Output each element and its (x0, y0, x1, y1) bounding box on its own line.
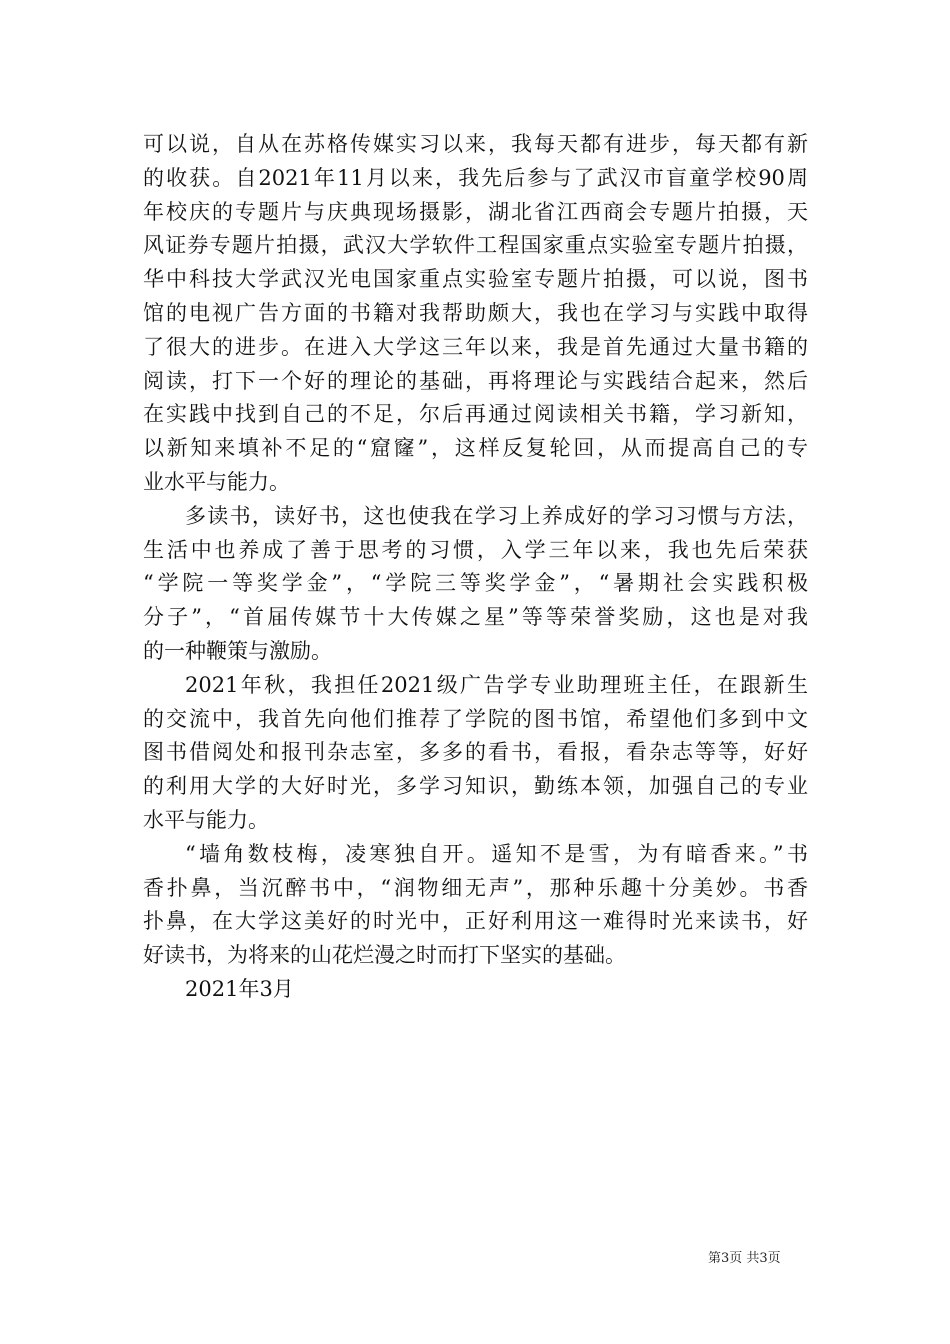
text-line: 多读书，读好书，这也使我在学习上养成好的学习习惯与方法， (185, 503, 808, 528)
page-number: 第3页 共3页 (708, 1251, 781, 1266)
text-line: 以新知来填补不足的“窟窿”，这样反复轮回，从而提高自己的专 (143, 436, 808, 461)
text-line: 水平与能力。 (143, 807, 269, 832)
text-line: 风证券专题片拍摄，武汉大学软件工程国家重点实验室专题片拍摄， (143, 233, 808, 258)
text-line: “墙角数枝梅，凌寒独自开。遥知不是雪，为有暗香来。”书 (185, 841, 808, 866)
text-line: 图书借阅处和报刊杂志室，多多的看书，看报，看杂志等等，好好 (143, 740, 808, 765)
text-line: 业水平与能力。 (143, 469, 290, 494)
text-line: 的交流中，我首先向他们推荐了学院的图书馆，希望他们多到中文 (143, 706, 808, 731)
text-line: 香扑鼻，当沉醉书中，“润物细无声”，那种乐趣十分美妙。书香 (143, 875, 808, 900)
paragraph (143, 838, 808, 973)
text-line: 馆的电视广告方面的书籍对我帮助颇大，我也在学习与实践中取得 (143, 300, 808, 325)
text-line: 2021年3月 (185, 976, 294, 1001)
text-line: 年校庆的专题片与庆典现场摄影，湖北省江西商会专题片拍摄，天 (143, 199, 808, 224)
text-line: 了很大的进步。在进入大学这三年以来，我是首先通过大量书籍的 (143, 334, 808, 359)
text-line: 的利用大学的大好时光，多学习知识，勤练本领，加强自己的专业 (143, 774, 808, 799)
text-line: 2021年秋，我担任2021级广告学专业助理班主任，在跟新生 (185, 672, 808, 697)
text-line: “学院一等奖学金”，“学院三等奖学金”，“暑期社会实践积极 (143, 571, 808, 596)
text-line: 华中科技大学武汉光电国家重点实验室专题片拍摄，可以说，图书 (143, 267, 808, 292)
text-line: 阅读，打下一个好的理论的基础，再将理论与实践结合起来，然后 (143, 368, 808, 393)
text-line: 可以说，自从在苏格传媒实习以来，我每天都有进步，每天都有新 (143, 132, 808, 156)
text-line: 生活中也养成了善于思考的习惯，入学三年以来，我也先后荣获 (143, 537, 808, 562)
text-line: 扑鼻，在大学这美好的时光中，正好利用这一难得时光来读书，好 (143, 909, 808, 934)
paragraph (143, 973, 808, 1007)
text-line: 的一种鞭策与激励。 (143, 638, 332, 663)
paragraph (143, 500, 808, 669)
document-body (143, 128, 808, 1007)
paragraph (143, 128, 808, 500)
paragraph (143, 669, 808, 838)
text-line: 的收获。自2021年11月以来，我先后参与了武汉市盲童学校90周 (143, 165, 808, 190)
text-line: 好读书，为将来的山花烂漫之时而打下坚实的基础。 (143, 943, 626, 968)
text-line: 分子”，“首届传媒节十大传媒之星”等等荣誉奖励，这也是对我 (143, 605, 808, 630)
text-line: 在实践中找到自己的不足，尔后再通过阅读相关书籍，学习新知， (143, 402, 808, 427)
